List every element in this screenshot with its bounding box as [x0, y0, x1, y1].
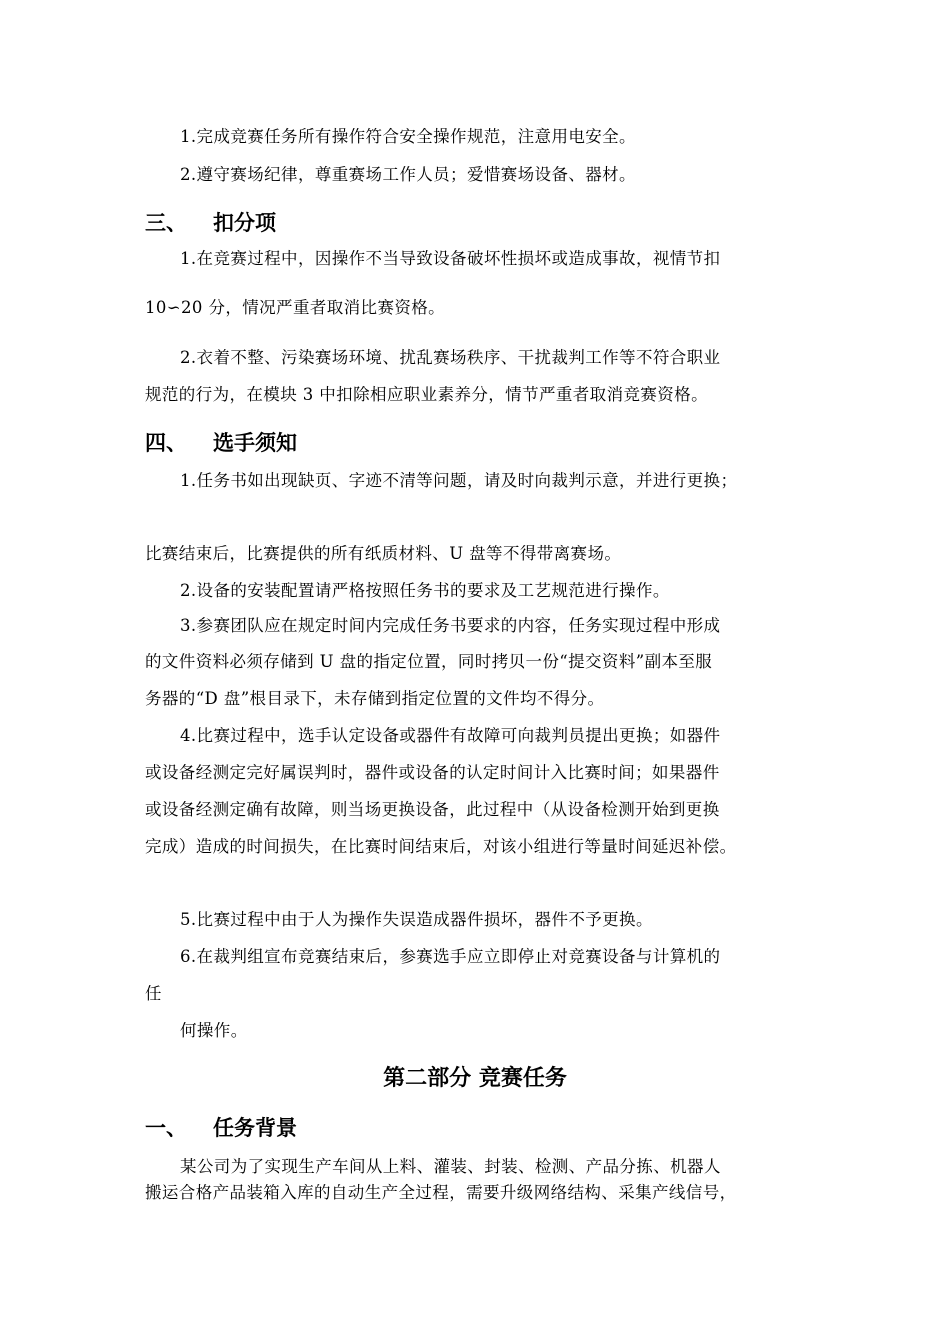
paragraph-line: 任	[145, 984, 162, 1003]
section-title: 扣分项	[213, 211, 276, 235]
section-title: 选手须知	[213, 431, 297, 455]
paragraph-line: 搬运合格产品装箱入库的自动生产全过程，需要升级网络结构、采集产线信号，	[145, 1183, 737, 1202]
section-number: 一、	[145, 1116, 187, 1140]
rule-line-1: 1.完成竞赛任务所有操作符合安全操作规范，注意用电安全。	[180, 127, 636, 146]
paragraph-line: 何操作。	[180, 1021, 248, 1040]
paragraph-line: 10∽20 分，情况严重者取消比赛资格。	[145, 298, 446, 317]
paragraph-line: 比赛结束后，比赛提供的所有纸质材料、U 盘等不得带离赛场。	[145, 544, 622, 563]
paragraph-line: 某公司为了实现生产车间从上料、灌装、封装、检测、产品分拣、机器人	[180, 1157, 721, 1176]
section-heading-deductions	[145, 209, 276, 237]
paragraph-line: 的文件资料必须存储到 U 盘的指定位置，同时拷贝一份“提交资料”副本至服	[145, 652, 713, 671]
section-heading-background	[145, 1114, 297, 1142]
paragraph-line: 完成）造成的时间损失，在比赛时间结束后，对该小组进行等量时间延迟补偿。	[145, 837, 737, 856]
paragraph-line: 1.任务书如出现缺页、字迹不清等问题，请及时向裁判示意，并进行更换；	[180, 471, 738, 490]
section-title: 任务背景	[213, 1116, 297, 1140]
section-number: 四、	[145, 431, 187, 455]
paragraph-line: 规范的行为，在模块 3 中扣除相应职业素养分，情节严重者取消竞赛资格。	[145, 385, 708, 404]
paragraph-line: 6.在裁判组宣布竞赛结束后，参赛选手应立即停止对竞赛设备与计算机的	[180, 947, 721, 966]
rule-line-2: 2.遵守赛场纪律，尊重赛场工作人员；爱惜赛场设备、器材。	[180, 165, 636, 184]
part-title: 第二部分 竞赛任务	[383, 1066, 567, 1091]
paragraph-line: 1.在竞赛过程中，因操作不当导致设备破坏性损坏或造成事故，视情节扣	[180, 249, 721, 268]
paragraph-line: 5.比赛过程中由于人为操作失误造成器件损坏，器件不予更换。	[180, 910, 653, 929]
paragraph-line: 或设备经测定完好属误判时，器件或设备的认定时间计入比赛时间；如果器件	[145, 763, 720, 782]
paragraph-line: 2.衣着不整、污染赛场环境、扰乱赛场秩序、干扰裁判工作等不符合职业	[180, 348, 721, 367]
paragraph-line: 务器的“D 盘”根目录下，未存储到指定位置的文件均不得分。	[145, 689, 605, 708]
paragraph-line: 或设备经测定确有故障，则当场更换设备，此过程中（从设备检测开始到更换	[145, 800, 720, 819]
paragraph-line: 2.设备的安装配置请严格按照任务书的要求及工艺规范进行操作。	[180, 581, 670, 600]
section-number: 三、	[145, 211, 187, 235]
paragraph-line: 3.参赛团队应在规定时间内完成任务书要求的内容，任务实现过程中形成	[180, 616, 721, 635]
section-heading-notice	[145, 429, 297, 457]
paragraph-line: 4.比赛过程中，选手认定设备或器件有故障可向裁判员提出更换；如器件	[180, 726, 721, 745]
